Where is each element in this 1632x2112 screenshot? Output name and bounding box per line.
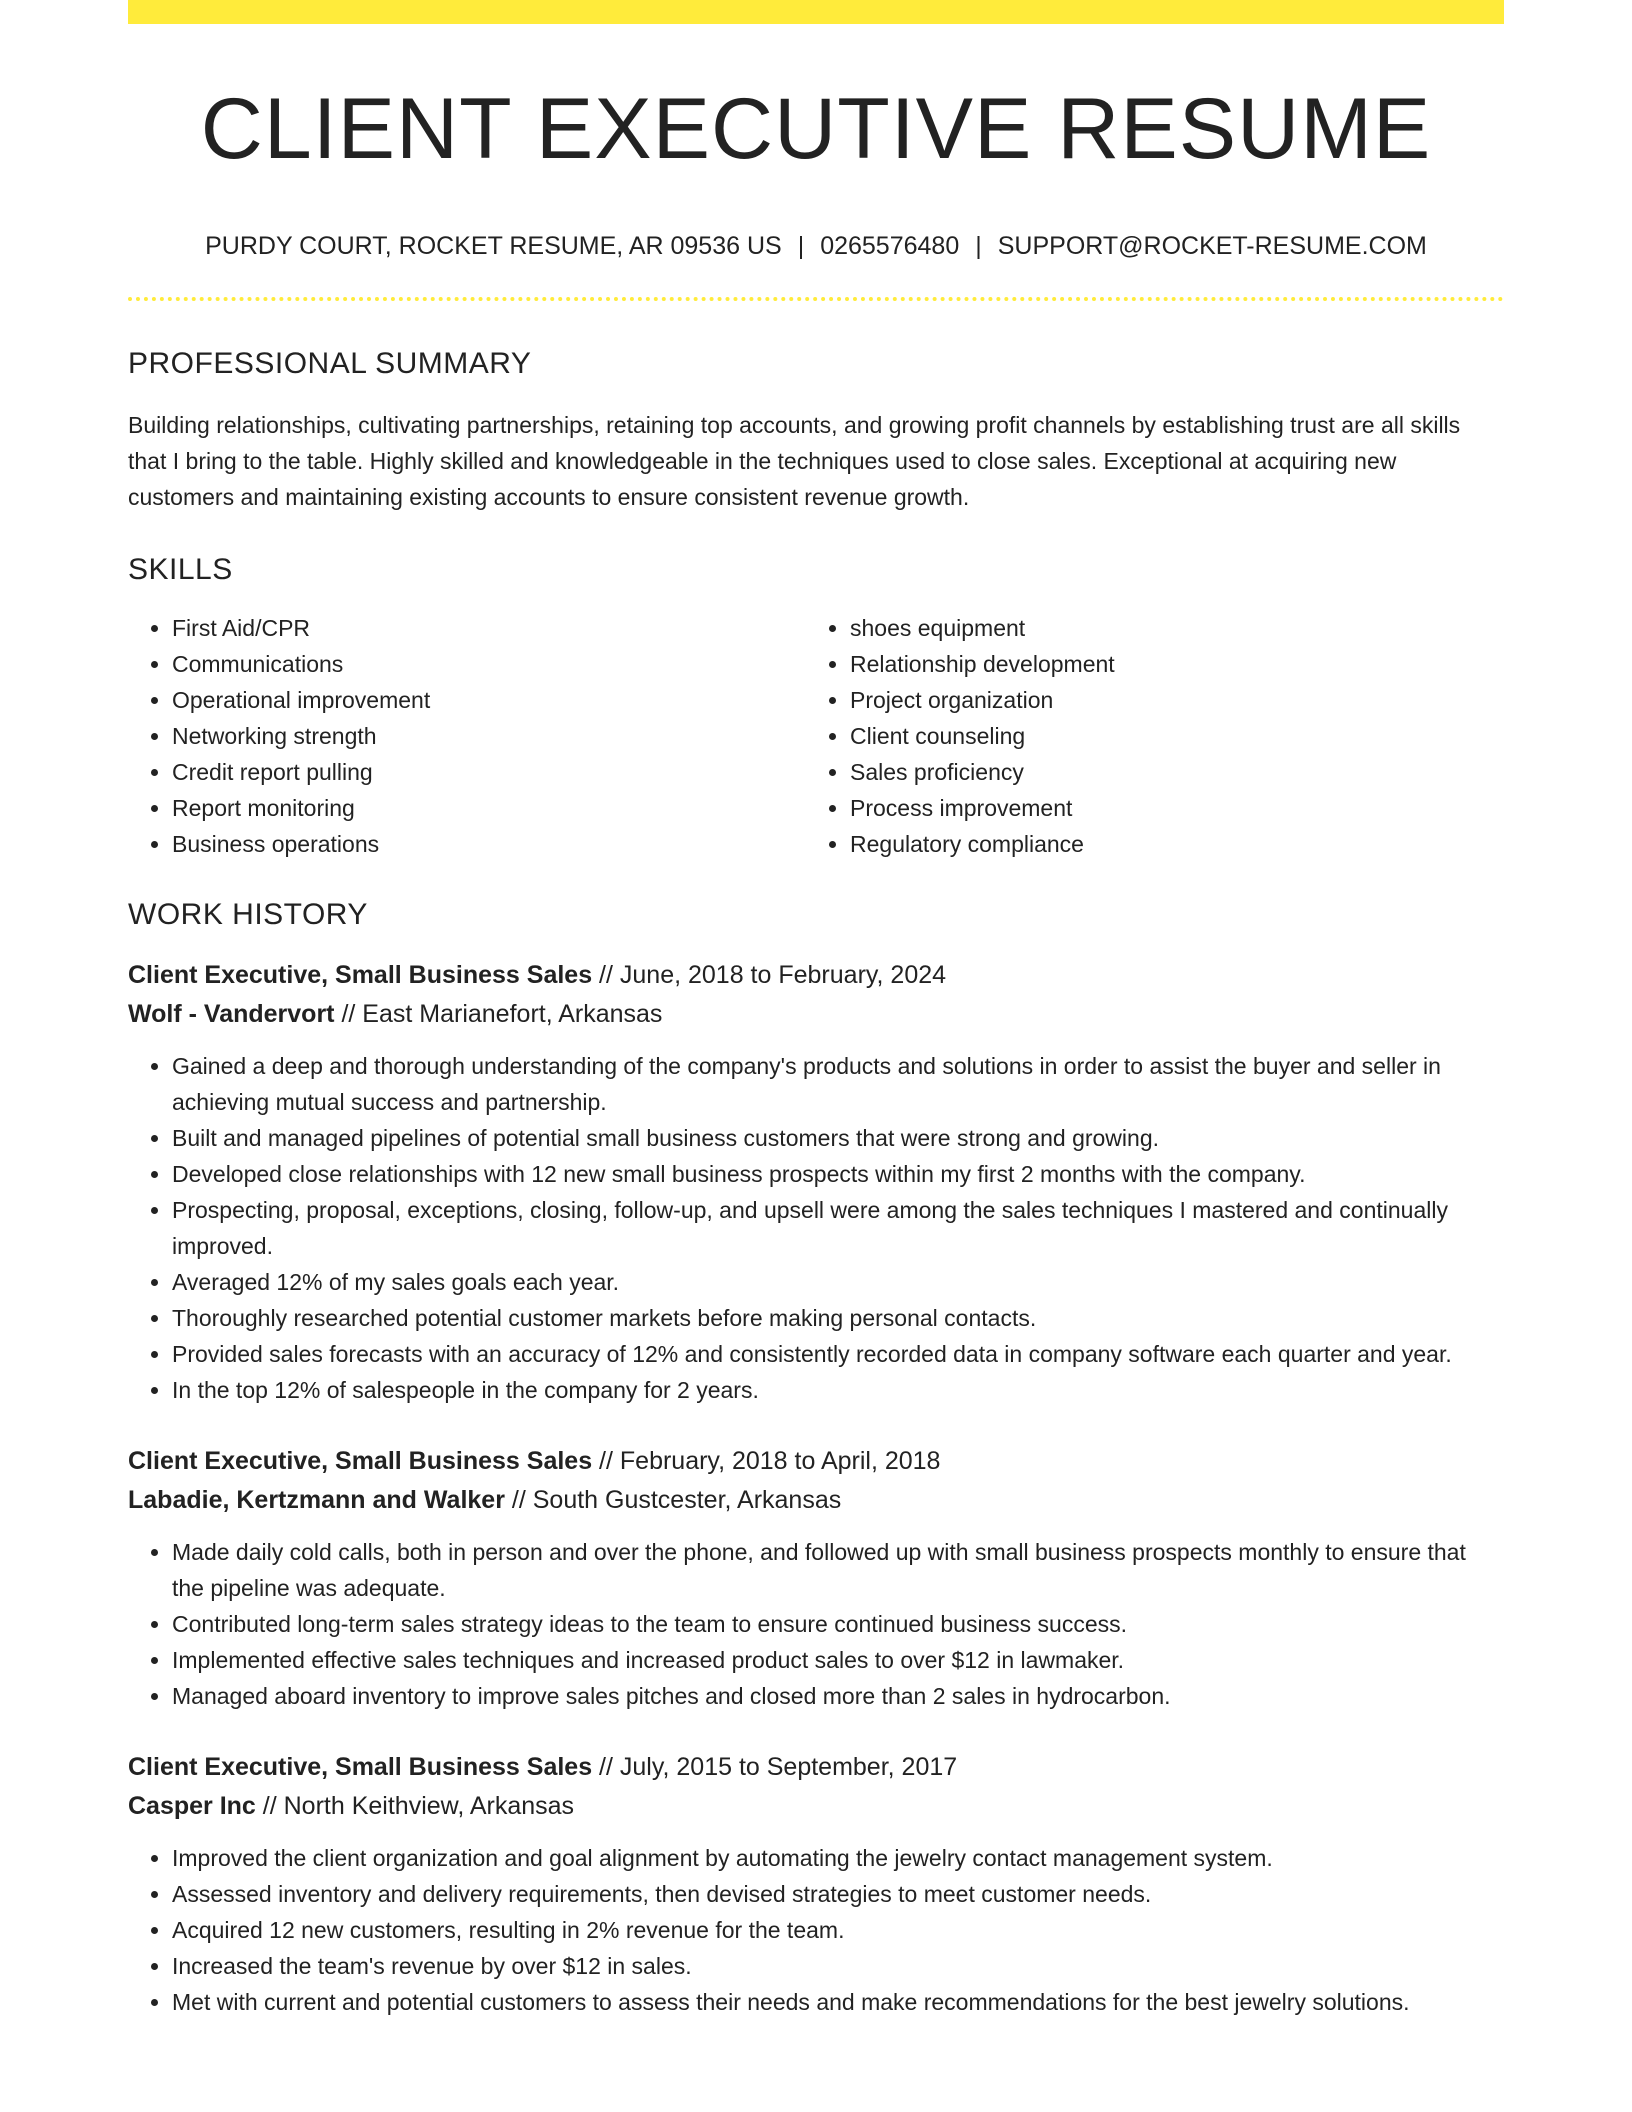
skill-item: • Networking strength	[172, 718, 806, 754]
job-company: Casper Inc	[128, 1792, 256, 1820]
job-bullet: • Improved the client organization and goal alignment by automating the jewelry contact management system.	[172, 1840, 1504, 1876]
job-company-line	[128, 1787, 1504, 1826]
job-bullets	[128, 1048, 1504, 1408]
job-bullets	[128, 1840, 1504, 2020]
job-role: Client Executive, Small Business Sales	[128, 1447, 593, 1475]
skill-item: • Relationship development	[850, 646, 1484, 682]
job-role: Client Executive, Small Business Sales	[128, 1753, 593, 1781]
job-bullet: • Assessed inventory and delivery requirements, then devised strategies to meet customer needs.	[172, 1876, 1504, 1912]
skill-item: • Credit report pulling	[172, 754, 806, 790]
summary-heading: PROFESSIONAL SUMMARY	[128, 347, 532, 380]
job-bullet: • Managed aboard inventory to improve sales pitches and closed more than 2 sales in hydrocarbon.	[172, 1678, 1504, 1714]
job-entry	[128, 956, 1504, 1408]
contact-address: PURDY COURT, ROCKET RESUME, AR 09536 US	[205, 232, 782, 260]
job-bullet: • Provided sales forecasts with an accuracy of 12% and consistently recorded data in company software each quarter and year.	[172, 1336, 1504, 1372]
job-company: Labadie, Kertzmann and Walker	[128, 1486, 505, 1514]
skills-list-left	[128, 610, 806, 862]
job-bullet: • Averaged 12% of my sales goals each year.	[172, 1264, 1504, 1300]
skill-item: • Operational improvement	[172, 682, 806, 718]
skills-list-right	[806, 610, 1484, 862]
job-bullet: • Acquired 12 new customers, resulting in 2% revenue for the team.	[172, 1912, 1504, 1948]
job-bullet: • Met with current and potential customers to assess their needs and make recommendations for the best jewelry solutions.	[172, 1984, 1504, 2020]
skill-item: • Communications	[172, 646, 806, 682]
skills-heading: SKILLS	[128, 553, 233, 586]
job-dates: // June, 2018 to February, 2024	[592, 961, 947, 989]
job-bullet: • Thoroughly researched potential customer markets before making personal contacts.	[172, 1300, 1504, 1336]
summary-text: Building relationships, cultivating partnerships, retaining top accounts, and growing profit channels by establishing trust are all skills that I bring to the table. Highly skilled and knowledgeable in the techniques used to close sales. Exceptional at acquiring new customers and maintaining existing accounts to ensure consistent revenue growth.	[128, 412, 1461, 510]
dotted-divider	[128, 297, 1504, 301]
job-bullet: • Contributed long-term sales strategy ideas to the team to ensure continued business success.	[172, 1606, 1504, 1642]
skill-item: • shoes equipment	[850, 610, 1484, 646]
accent-top-bar	[128, 0, 1504, 24]
skill-item: • First Aid/CPR	[172, 610, 806, 646]
skill-item: • Regulatory compliance	[850, 826, 1484, 862]
job-role: Client Executive, Small Business Sales	[128, 961, 593, 989]
job-entry	[128, 1442, 1504, 1714]
job-role-line	[128, 956, 1504, 995]
resume-title: CLIENT EXECUTIVE RESUME	[200, 81, 1432, 177]
contact-phone: 0265576480	[820, 232, 960, 260]
job-bullet: • In the top 12% of salespeople in the company for 2 years.	[172, 1372, 1504, 1408]
job-location: // East Marianefort, Arkansas	[334, 1000, 663, 1028]
skill-item: • Process improvement	[850, 790, 1484, 826]
contact-line	[128, 234, 1504, 259]
job-bullet: • Gained a deep and thorough understanding of the company's products and solutions in order to assist the buyer and seller in achieving mutual success and partnership.	[172, 1048, 1504, 1120]
job-dates: // July, 2015 to September, 2017	[592, 1753, 958, 1781]
skill-item: • Client counseling	[850, 718, 1484, 754]
job-company-line	[128, 1481, 1504, 1520]
job-bullet: • Implemented effective sales techniques and increased product sales to over $12 in lawmaker.	[172, 1642, 1504, 1678]
skills-columns	[128, 610, 1504, 862]
resume-page	[128, 0, 1504, 2020]
job-entry	[128, 1748, 1504, 2020]
job-bullet: • Developed close relationships with 12 new small business prospects within my first 2 months with the company.	[172, 1156, 1504, 1192]
contact-separator: |	[975, 232, 982, 260]
job-company-line	[128, 995, 1504, 1034]
contact-separator: |	[797, 232, 805, 260]
skill-item: • Business operations	[172, 826, 806, 862]
job-location: // North Keithview, Arkansas	[255, 1792, 575, 1820]
skill-item: • Report monitoring	[172, 790, 806, 826]
skill-item: • Project organization	[850, 682, 1484, 718]
job-company: Wolf - Vandervort	[128, 1000, 335, 1028]
contact-email: SUPPORT@ROCKET-RESUME.COM	[997, 232, 1427, 260]
job-dates: // February, 2018 to April, 2018	[592, 1447, 941, 1475]
skill-item: • Sales proficiency	[850, 754, 1484, 790]
job-location: // South Gustcester, Arkansas	[504, 1486, 842, 1514]
work-history-heading: WORK HISTORY	[128, 898, 368, 931]
job-role-line	[128, 1442, 1504, 1481]
job-role-line	[128, 1748, 1504, 1787]
job-bullet: • Increased the team's revenue by over $12 in sales.	[172, 1948, 1504, 1984]
job-bullet: • Made daily cold calls, both in person and over the phone, and followed up with small business prospects monthly to ensure that the pipeline was adequate.	[172, 1534, 1504, 1606]
job-bullets	[128, 1534, 1504, 1714]
job-bullet: • Prospecting, proposal, exceptions, closing, follow-up, and upsell were among the sales techniques I mastered and continually improved.	[172, 1192, 1504, 1264]
job-bullet: • Built and managed pipelines of potential small business customers that were strong and growing.	[172, 1120, 1504, 1156]
